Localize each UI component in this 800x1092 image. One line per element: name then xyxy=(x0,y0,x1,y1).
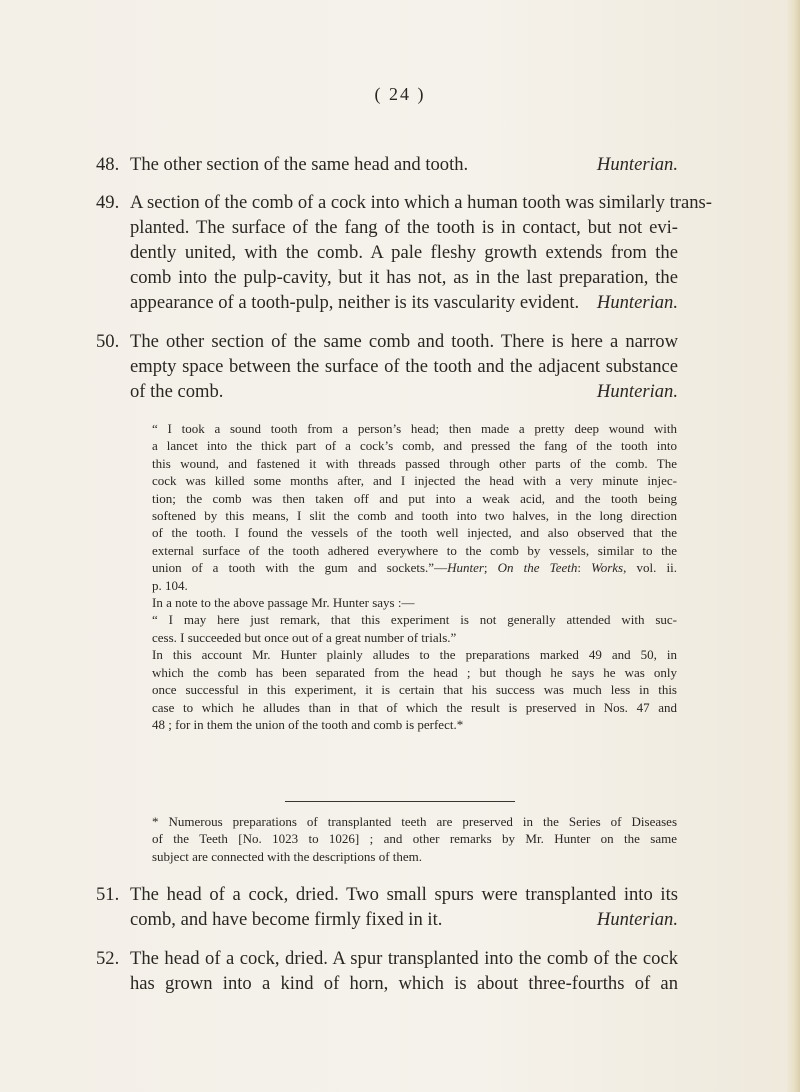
entry-text-line: comb, and have become firmly fixed in it. Hunterian. xyxy=(130,909,678,930)
note-line: In a note to the above passage Mr. Hunter says :— xyxy=(152,595,415,611)
entry-attribution: Hunterian. xyxy=(596,154,678,175)
catalogue-entry-51 xyxy=(96,882,678,932)
entry-number: 50. xyxy=(96,331,120,352)
entry-text-line: The other section of the same comb and tooth. There is here a narrow xyxy=(130,331,678,352)
note-line: In this account Mr. Hunter plainly alludes to the preparations marked 49 and 50, in xyxy=(152,647,677,663)
note-line: case to which he alludes than in that of which the result is preserved in Nos. 47 and xyxy=(152,699,677,715)
note-line-citation: union of a tooth with the gum and sockets.”—Hunter; On the Teeth: Works, vol. ii. xyxy=(152,560,677,576)
entry-attribution: Hunterian. xyxy=(596,292,678,313)
note-line: cock was killed some months after, and I injected the head with a very minute injec- xyxy=(152,473,677,489)
entry-number: 48. xyxy=(96,154,120,175)
page-edge-shading xyxy=(786,0,800,1092)
entry-number: 49. xyxy=(96,192,120,213)
entry-text-line: dently united, with the comb. A pale fleshy growth extends from the xyxy=(130,242,678,263)
footnote-divider xyxy=(285,801,515,802)
entry-number: 51. xyxy=(96,884,120,905)
note-line: tion; the comb was then taken off and put into a weak acid, and the tooth being xyxy=(152,490,677,506)
note-line: this wound, and fastened it with threads passed through other parts of the comb. The xyxy=(152,455,677,471)
note-line: “ I took a sound tooth from a person’s head; then made a pretty deep wound with xyxy=(152,421,677,436)
footnote-line: subject are connected with the descriptions of them. xyxy=(152,848,423,864)
catalogue-entry-52 xyxy=(96,946,678,996)
citation-title: On the Teeth xyxy=(497,560,578,576)
entry-attribution: Hunterian. xyxy=(596,909,678,930)
note-line: cess. I succeeded but once out of a great number of trials.” xyxy=(152,629,457,645)
entry-number: 52. xyxy=(96,948,120,969)
note-line: p. 104. xyxy=(152,577,188,593)
entry-text-line: comb into the pulp-cavity, but it has not, as in the last preparation, the xyxy=(130,267,678,288)
citation-author: Hunter xyxy=(447,560,484,576)
entry-text-line: The head of a cock, dried. Two small spurs were transplanted into its xyxy=(130,884,678,905)
footnote-line: * Numerous preparations of transplanted teeth are preserved in the Series of Diseases xyxy=(152,814,677,829)
entry-text-line: of the comb. Hunterian. xyxy=(130,381,678,402)
note-line: external surface of the tooth adhered everywhere to the comb by vessels, similar to the xyxy=(152,542,677,558)
page-number: ( 24 ) xyxy=(374,84,426,104)
entry-text-line: A section of the comb of a cock into which a human tooth was similarly trans- xyxy=(130,192,712,213)
entry-text-line: The head of a cock, dried. A spur transplanted into the comb of the cock xyxy=(130,948,678,969)
note-line: of the tooth. I found the vessels of the tooth well injected, and also observed that the xyxy=(152,525,677,541)
entry-text-line: has grown into a kind of horn, which is about three-fourths of an xyxy=(130,973,678,994)
entry-text-line: empty space between the surface of the tooth and the adjacent substance xyxy=(130,356,678,377)
catalogue-entry-49 xyxy=(96,190,712,315)
entry-attribution: Hunterian. xyxy=(596,381,678,402)
note-line: which the comb has been separated from the head ; but though he says he was only xyxy=(152,664,677,680)
footnote xyxy=(152,813,677,865)
note-line: softened by this means, I slit the comb and tooth into two halves, in the long direction xyxy=(152,508,677,524)
citation-works: Works xyxy=(591,560,624,576)
note-line: “ I may here just remark, that this experiment is not generally attended with suc- xyxy=(152,612,677,628)
note-line: a lancet into the thick part of a cock’s comb, and pressed the fang of the tooth into xyxy=(152,438,677,454)
note-line: once successful in this experiment, it is certain that his success was much less in this xyxy=(152,682,677,698)
entry-text: The other section of the same head and tooth. Hunterian. xyxy=(130,154,678,175)
entry-text-line: appearance of a tooth-pulp, neither is its vascularity evident. Hunterian. xyxy=(130,292,678,313)
note-line: 48 ; for in them the union of the tooth and comb is perfect.* xyxy=(152,716,464,732)
catalogue-entry-48 xyxy=(96,152,678,177)
catalogue-entry-50 xyxy=(96,329,678,404)
quoted-note xyxy=(152,420,677,733)
footnote-line: of the Teeth [No. 1023 to 1026] ; and other remarks by Mr. Hunter on the same xyxy=(152,831,677,847)
entry-text-line: planted. The surface of the fang of the tooth is in contact, but not evi- xyxy=(130,217,678,238)
